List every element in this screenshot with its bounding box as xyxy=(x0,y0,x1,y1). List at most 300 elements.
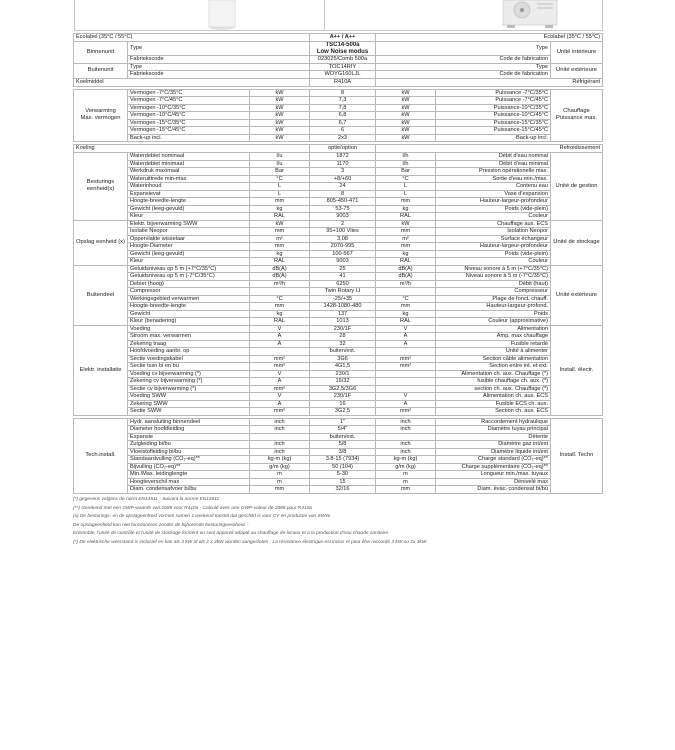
besturingseenheid-row xyxy=(74,153,603,161)
spec-unit-fr: kW xyxy=(376,220,436,228)
spec-unit: kW xyxy=(250,89,310,97)
spec-label-nl: Type xyxy=(128,63,310,71)
opslageenheid-category-fr: Unité de stockage xyxy=(551,220,603,265)
opslageenheid-row xyxy=(74,258,603,266)
spec-unit: mm xyxy=(250,198,310,206)
spec-unit-fr: m xyxy=(376,471,436,479)
spec-unit-fr: kW xyxy=(376,89,436,97)
spec-unit: kW xyxy=(250,127,310,135)
spec-unit: mm² xyxy=(250,355,310,363)
spec-value: 6,7 xyxy=(310,119,376,127)
verwarming-row xyxy=(74,127,603,135)
spec-label-fr: Hauteur-largeur-profondeur xyxy=(436,198,551,206)
spec-label-fr: Détente xyxy=(436,433,551,441)
spec-label-fr: Poids xyxy=(436,310,551,318)
besturingseenheid-row xyxy=(74,205,603,213)
tech-installatie-row xyxy=(74,471,603,479)
spec-label-fr: Alimentation ch. aux. ECS xyxy=(436,393,551,401)
spec-value: +8/+60 xyxy=(310,175,376,183)
spec-label-nl: Zekering cv bijverwarming (*) xyxy=(128,378,250,386)
spec-value: 2x3 xyxy=(310,134,376,142)
koelmiddel-row-label-fr: Réfrigérant xyxy=(376,78,603,86)
spec-unit: A xyxy=(250,400,310,408)
spec-unit-fr: RAL xyxy=(376,213,436,221)
footnote-line: De opslageenheid kan niet functioneren zonder de bijhorende besturingseenheid. - xyxy=(73,522,249,528)
spec-unit-fr: RAL xyxy=(376,318,436,326)
spec-label-fr: Charge standard (CO₂-eq)** xyxy=(436,456,551,464)
besturingseenheid-row xyxy=(74,168,603,176)
buitenunit-row xyxy=(74,63,603,71)
spec-label-nl: Compressor xyxy=(128,288,250,296)
spec-label-nl: Sectie SWW xyxy=(128,408,250,416)
spec-label-nl: Werkingsgebied verwarmen xyxy=(128,295,250,303)
spec-unit-fr: g/m (kg) xyxy=(376,463,436,471)
spec-label-nl: Expansie xyxy=(128,433,250,441)
spec-value: TSC14-500a Low Noise modus xyxy=(310,42,376,56)
buitenunit-category-fr: Unité extérieure xyxy=(551,63,603,78)
spec-label-fr: Raccordement hydraulique xyxy=(436,418,551,426)
spec-unit: mm² xyxy=(250,363,310,371)
spec-value: 25 xyxy=(310,265,376,273)
spec-value: 1170 xyxy=(310,160,376,168)
spec-label-nl: Gewicht (leeg-gevuld) xyxy=(128,250,250,258)
footnote-line: (*) gegevens volgens de norm EN14511 - Suivant la norme EN14511 xyxy=(73,497,220,502)
spec-unit: mm xyxy=(250,243,310,251)
spec-label-nl: Werkdruk maximaal xyxy=(128,168,250,176)
ecolabel-row-label-fr: Ecolabel (35°C / 55°C) xyxy=(376,34,603,42)
ecolabel-row-value: A++ / A++ xyxy=(310,34,376,42)
spec-unit-fr xyxy=(376,348,436,356)
elektr-installatie-row xyxy=(74,325,603,333)
spec-label-nl: Hoogteverschil max xyxy=(128,478,250,486)
spec-unit-fr xyxy=(376,385,436,393)
spec-value: 023025/Comb 500a xyxy=(310,56,376,64)
elektr-installatie-row xyxy=(74,378,603,386)
buitendeel-row xyxy=(74,273,603,281)
spec-label-nl: Expansievat xyxy=(128,190,250,198)
spec-value: 4G1,5 xyxy=(310,363,376,371)
spec-value: 28 xyxy=(310,333,376,341)
spec-value: 8 xyxy=(310,190,376,198)
opslageenheid-row xyxy=(74,235,603,243)
spec-unit: inch xyxy=(250,448,310,456)
spec-label-fr: Débit d'eau minimal xyxy=(436,160,551,168)
tech-installatie-row xyxy=(74,456,603,464)
spec-unit: l/u xyxy=(250,160,310,168)
spec-label-nl: Waterdebiet nominaal xyxy=(128,153,250,161)
spec-label-fr: Isolation Neopor xyxy=(436,228,551,236)
spec-value: -25/+35 xyxy=(310,295,376,303)
spec-label-fr: Diam. évac. condensat bi/bu xyxy=(436,486,551,494)
spec-label-fr: section ch. aux. Chauffage (*) xyxy=(436,385,551,393)
spec-label-nl: Zuigleiding bi/bu xyxy=(128,441,250,449)
spec-label-fr: Couleur (approximative) xyxy=(436,318,551,326)
besturingseenheid-row xyxy=(74,175,603,183)
buitendeel-row xyxy=(74,295,603,303)
spec-unit: kW xyxy=(250,112,310,120)
verwarming-category-nl: Verwarming Max. vermogen xyxy=(74,89,128,142)
spec-value: 5/4" xyxy=(310,426,376,434)
spec-unit-fr: mm xyxy=(376,303,436,311)
spec-label-nl: Vermogen -10°C/45°C xyxy=(128,112,250,120)
spec-label-nl: Vermogen -10°C/35°C xyxy=(128,104,250,112)
spec-value: 9003 xyxy=(310,213,376,221)
spec-unit-fr xyxy=(376,433,436,441)
spec-label-nl: Isolatie Neopor xyxy=(128,228,250,236)
spec-unit: m³/h xyxy=(250,280,310,288)
buitendeel-row xyxy=(74,280,603,288)
elektr-installatie-row xyxy=(74,408,603,416)
buitendeel-row xyxy=(74,318,603,326)
spec-value: 230/1F xyxy=(310,393,376,401)
spec-label-fr: Poids (vide-plein) xyxy=(436,250,551,258)
spec-unit: m xyxy=(250,471,310,479)
spec-label-nl: Fabriekscode xyxy=(128,71,310,79)
spec-label-fr: Niveau sonore à 5 m (+7°C/35°C) xyxy=(436,265,551,273)
indoor-unit-icon xyxy=(75,0,325,30)
outdoor-unit-image xyxy=(324,0,603,31)
tech-installatie-row xyxy=(74,418,603,426)
spec-unit-fr: V xyxy=(376,393,436,401)
spec-unit: dB(A) xyxy=(250,273,310,281)
spec-value: 3G2,5 xyxy=(310,408,376,416)
spec-unit-fr: °C xyxy=(376,295,436,303)
spec-label-fr: Puissance -7°C/45°C xyxy=(436,97,551,105)
tech-installatie-row xyxy=(74,426,603,434)
footnote-line: (x) De besturings- en de opslageenheid vormen samen 1 werkend toestel dat geschikt is voor CV en productie van SWW. xyxy=(73,514,331,519)
spec-unit-fr: mm² xyxy=(376,408,436,416)
spec-unit-fr: kW xyxy=(376,112,436,120)
spec-label-fr: Puissance-10°C/35°C xyxy=(436,104,551,112)
spec-value: 3,08 xyxy=(310,235,376,243)
spec-label-fr: Puissance-15°C/45°C xyxy=(436,127,551,135)
spec-value: 230/1F xyxy=(310,325,376,333)
spec-value: 15 xyxy=(310,478,376,486)
spec-label-fr: Longueur min./max. tuyaux xyxy=(436,471,551,479)
spec-value: 3G6 xyxy=(310,355,376,363)
buitenunit-row xyxy=(74,71,603,79)
tech-installatie-row xyxy=(74,486,603,494)
spec-unit xyxy=(250,288,310,296)
spec-label-nl: Zekering traag xyxy=(128,340,250,348)
spec-value: 6 xyxy=(310,127,376,135)
spec-label-fr: Back-up incl. xyxy=(436,134,551,142)
spec-label-nl: Debiet (hoog) xyxy=(128,280,250,288)
elektr-installatie-row xyxy=(74,370,603,378)
spec-unit-fr: kW xyxy=(376,97,436,105)
spec-value: 5-30 xyxy=(310,471,376,479)
tech-installatie-row xyxy=(74,478,603,486)
spec-label-nl: Geluidsniveau op 5 m (-7°C/35°C) xyxy=(128,273,250,281)
elektr-installatie-category-fr: Install. électr. xyxy=(551,325,603,415)
spec-unit-fr: mm xyxy=(376,228,436,236)
elektr-installatie-row xyxy=(74,355,603,363)
spec-unit: dB(A) xyxy=(250,265,310,273)
specification-table xyxy=(73,33,603,494)
spec-value: 24 xyxy=(310,183,376,191)
spec-unit-fr: A xyxy=(376,340,436,348)
spec-label-nl: Min./Max. leidinglengte xyxy=(128,471,250,479)
verwarming-row xyxy=(74,134,603,142)
spec-unit-fr: kg-m (kg) xyxy=(376,456,436,464)
binnenunit-category-nl: Binnenunit xyxy=(74,42,128,64)
spec-label-fr: Couleur xyxy=(436,258,551,266)
opslageenheid-row xyxy=(74,250,603,258)
tech-installatie-row xyxy=(74,441,603,449)
besturingseenheid-row xyxy=(74,160,603,168)
spec-value: 9003 xyxy=(310,258,376,266)
spec-label-fr: Débit d'eau nominal xyxy=(436,153,551,161)
spec-value: 2070-995 xyxy=(310,243,376,251)
spec-unit: V xyxy=(250,325,310,333)
spec-value: 53-75 xyxy=(310,205,376,213)
outdoor-unit-icon xyxy=(325,0,602,30)
elektr-installatie-row xyxy=(74,385,603,393)
spec-unit: A xyxy=(250,333,310,341)
spec-label-fr: Puissance-10°C/45°C xyxy=(436,112,551,120)
spec-unit: m² xyxy=(250,235,310,243)
spec-value: 230/1 xyxy=(310,370,376,378)
spec-label-nl: Standaardvulling (CO₂-eq)** xyxy=(128,456,250,464)
spec-unit-fr: kW xyxy=(376,119,436,127)
koeling-row-label-fr: Refroidissement xyxy=(376,145,603,153)
spec-unit-fr: mm² xyxy=(376,363,436,371)
spec-sheet xyxy=(73,33,602,494)
spec-label-fr: Couleur xyxy=(436,213,551,221)
spec-unit-fr: L xyxy=(376,183,436,191)
spec-label-fr: Surface échangeur xyxy=(436,235,551,243)
spec-unit: kW xyxy=(250,119,310,127)
ecolabel-row xyxy=(74,34,603,42)
spec-unit: L xyxy=(250,190,310,198)
spec-value: TOC14RIY xyxy=(310,63,376,71)
spec-label-nl: Elektr. bijverwarming SWW xyxy=(128,220,250,228)
spec-label-nl: Sectie tssn bi en bu xyxy=(128,363,250,371)
spec-label-nl: Voeding xyxy=(128,325,250,333)
spec-unit-fr: inch xyxy=(376,418,436,426)
opslageenheid-category-nl: Opslag eenheid (x) xyxy=(74,220,128,265)
spec-value: 2 xyxy=(310,220,376,228)
spec-unit: kg xyxy=(250,310,310,318)
spec-unit: V xyxy=(250,370,310,378)
spec-unit: inch xyxy=(250,418,310,426)
spec-unit-fr: kW xyxy=(376,134,436,142)
spec-unit: mm² xyxy=(250,408,310,416)
spec-unit: inch xyxy=(250,426,310,434)
spec-value: 95+100 Vlies xyxy=(310,228,376,236)
spec-unit-fr: mm xyxy=(376,198,436,206)
spec-label-fr: Diamètre liquide int/ext xyxy=(436,448,551,456)
binnenunit-row xyxy=(74,42,603,56)
spec-label-nl: Vermogen -7°C/35°C xyxy=(128,89,250,97)
spec-label-fr: Diamètre tuyau principal xyxy=(436,426,551,434)
buitendeel-row xyxy=(74,303,603,311)
spec-value: 1013 xyxy=(310,318,376,326)
spec-value: 41 xyxy=(310,273,376,281)
spec-label-nl: Hoogte-breedte-lengte xyxy=(128,198,250,206)
spec-unit-fr: kg xyxy=(376,250,436,258)
spec-label-nl: Waterinhoud xyxy=(128,183,250,191)
spec-label-nl: Hoofdvoeding aanbr. op xyxy=(128,348,250,356)
spec-label-nl: Geluidsniveau op 5 m (+7°C/35°C) xyxy=(128,265,250,273)
verwarming-row xyxy=(74,104,603,112)
spec-label-fr: Puissance -7°C/35°C xyxy=(436,89,551,97)
spec-value: 50 (104) xyxy=(310,463,376,471)
spec-label-nl: Gewicht (leeg-gevuld) xyxy=(128,205,250,213)
spec-value: WOYG160LJL xyxy=(310,71,376,79)
elektr-installatie-row xyxy=(74,400,603,408)
spec-unit: °C xyxy=(250,175,310,183)
spec-unit-fr: °C xyxy=(376,175,436,183)
besturingseenheid-category-nl: Besturings eenheid(x) xyxy=(74,153,128,221)
spec-unit-fr: dB(A) xyxy=(376,273,436,281)
koeling-row-label-nl: Koeling xyxy=(74,145,310,153)
spec-value: 100-567 xyxy=(310,250,376,258)
indoor-unit-image xyxy=(74,0,326,31)
opslageenheid-row xyxy=(74,220,603,228)
spec-value: 8 xyxy=(310,89,376,97)
spec-unit-fr: dB(A) xyxy=(376,265,436,273)
spec-unit: kW xyxy=(250,134,310,142)
spec-label-nl: Diameter hoofdleiding xyxy=(128,426,250,434)
spec-value: 16 xyxy=(310,400,376,408)
elektr-installatie-row xyxy=(74,393,603,401)
spec-unit: kW xyxy=(250,104,310,112)
spec-value: 1872 xyxy=(310,153,376,161)
binnenunit-row xyxy=(74,56,603,64)
spec-label-fr: Poids (vide-plein) xyxy=(436,205,551,213)
spec-label-nl: Vermogen -15°C/45°C xyxy=(128,127,250,135)
spec-label-fr: Dénivelé max xyxy=(436,478,551,486)
buitenunit-category-nl: Buitenunit xyxy=(74,63,128,78)
spec-label-nl: Voeding SWW xyxy=(128,393,250,401)
tech-installatie-row xyxy=(74,463,603,471)
spec-unit: RAL xyxy=(250,318,310,326)
spec-unit-fr: kg xyxy=(376,205,436,213)
opslageenheid-row xyxy=(74,228,603,236)
spec-label-nl: Stroom max. verwarmen xyxy=(128,333,250,341)
spec-label-nl: Fabriekscode xyxy=(128,56,310,64)
footnote-line: (*) De elektrische weerstand is inclusief en kan als 3 kW of als 2 x 3kW worden aangesloten - La résistance électrique est inclus et peut être raccordé 3 kW ou 2x 3kW. xyxy=(73,539,428,545)
elektr-installatie-row xyxy=(74,363,603,371)
spec-value: 7,8 xyxy=(310,104,376,112)
verwarming-row xyxy=(74,97,603,105)
spec-label-fr: Section entre int. et ext. xyxy=(436,363,551,371)
spec-value: 3 xyxy=(310,168,376,176)
spec-unit-fr: m³/h xyxy=(376,280,436,288)
spec-unit-fr: mm² xyxy=(376,355,436,363)
spec-unit-fr: A xyxy=(376,400,436,408)
spec-unit: °C xyxy=(250,295,310,303)
spec-unit-fr: L xyxy=(376,190,436,198)
spec-label-fr: Sortie d'eau min./max. xyxy=(436,175,551,183)
spec-label-nl: Vermogen -7°C/45°C xyxy=(128,97,250,105)
spec-label-fr: Unité à alimenter xyxy=(436,348,551,356)
opslageenheid-row xyxy=(74,243,603,251)
spec-value: 5/8 xyxy=(310,441,376,449)
elektr-installatie-row xyxy=(74,333,603,341)
spec-unit: inch xyxy=(250,441,310,449)
spec-label-fr: Vase d'expansion xyxy=(436,190,551,198)
spec-value: buiten/ext. xyxy=(310,433,376,441)
koelmiddel-row-value: R410A xyxy=(310,78,376,86)
spec-label-fr: Puissance-15°C/35°C xyxy=(436,119,551,127)
spec-label-fr: Hauteur-largeur-profondeur xyxy=(436,243,551,251)
spec-unit: mm xyxy=(250,486,310,494)
koeling-row xyxy=(74,145,603,153)
spec-unit: kg xyxy=(250,250,310,258)
spec-value: 3/8 xyxy=(310,448,376,456)
spec-unit: A xyxy=(250,340,310,348)
spec-label-nl: Zekering SWW xyxy=(128,400,250,408)
spec-unit-fr: kW xyxy=(376,127,436,135)
buitendeel-category-nl: Buitendeel xyxy=(74,265,128,325)
besturingseenheid-row xyxy=(74,190,603,198)
spec-unit-fr xyxy=(376,370,436,378)
spec-unit: mm xyxy=(250,303,310,311)
spec-value: 16/32 xyxy=(310,378,376,386)
spec-unit-fr xyxy=(376,288,436,296)
product-images-strip xyxy=(74,0,601,32)
spec-label-fr: fusible chauffage ch. aux. (*) xyxy=(436,378,551,386)
footnotes xyxy=(73,496,602,547)
spec-label-fr: Type xyxy=(376,42,551,56)
elektr-installatie-category-nl: Elektr. installatie xyxy=(74,325,128,415)
spec-value: 7,3 xyxy=(310,97,376,105)
spec-label-fr: Code de fabrication xyxy=(376,56,551,64)
spec-unit-fr: inch xyxy=(376,448,436,456)
spec-unit-fr: mm xyxy=(376,243,436,251)
spec-value: 1" xyxy=(310,418,376,426)
spec-unit-fr: RAL xyxy=(376,258,436,266)
spec-label-fr: Amp. max chauffage xyxy=(436,333,551,341)
spec-unit-fr: inch xyxy=(376,441,436,449)
verwarming-row xyxy=(74,119,603,127)
spec-unit: mm² xyxy=(250,385,310,393)
spec-unit-fr: mm xyxy=(376,486,436,494)
tech-installatie-category-fr: Install. Techn xyxy=(551,418,603,493)
koeling-row-value: optie/option xyxy=(310,145,376,153)
buitendeel-row xyxy=(74,288,603,296)
spec-label-nl: Kleur xyxy=(128,258,250,266)
spec-label-nl: Gewicht xyxy=(128,310,250,318)
spec-label-fr: Chauffage aux. ECS xyxy=(436,220,551,228)
footnote-line: Ensemble, l'unité de contrôle et l'unité de stockage forment un seul appareil adapté au chauffage de locaux et à la production d'eau chaude sanitaire. xyxy=(73,531,390,536)
spec-label-fr: Section ch. aux. ECS xyxy=(436,408,551,416)
ecolabel-row-label-nl: Ecolabel (35°C / 55°C) xyxy=(74,34,310,42)
spec-label-fr: Section câble alimentation xyxy=(436,355,551,363)
spec-label-fr: Compresseur xyxy=(436,288,551,296)
spec-unit-fr: m xyxy=(376,478,436,486)
spec-value: 3G2,5/3G6 xyxy=(310,385,376,393)
besturingseenheid-row xyxy=(74,198,603,206)
spec-label-nl: Voeding cv bijverwarming (*) xyxy=(128,370,250,378)
tech-installatie-row xyxy=(74,433,603,441)
spec-value: 805-450-471 xyxy=(310,198,376,206)
spec-unit-fr: l/h xyxy=(376,160,436,168)
spec-value: 32 xyxy=(310,340,376,348)
spec-label-nl: Diam. condensafvoer bi/bu xyxy=(128,486,250,494)
spec-label-fr: Fusible retardé xyxy=(436,340,551,348)
besturingseenheid-row xyxy=(74,183,603,191)
spec-label-nl: Sectie cv bijverwarming (*) xyxy=(128,385,250,393)
spec-unit-fr: Bar xyxy=(376,168,436,176)
spec-unit: g/m (kg) xyxy=(250,463,310,471)
elektr-installatie-row xyxy=(74,340,603,348)
spec-label-nl: Kleur xyxy=(128,213,250,221)
spec-unit: L xyxy=(250,183,310,191)
spec-unit xyxy=(250,348,310,356)
